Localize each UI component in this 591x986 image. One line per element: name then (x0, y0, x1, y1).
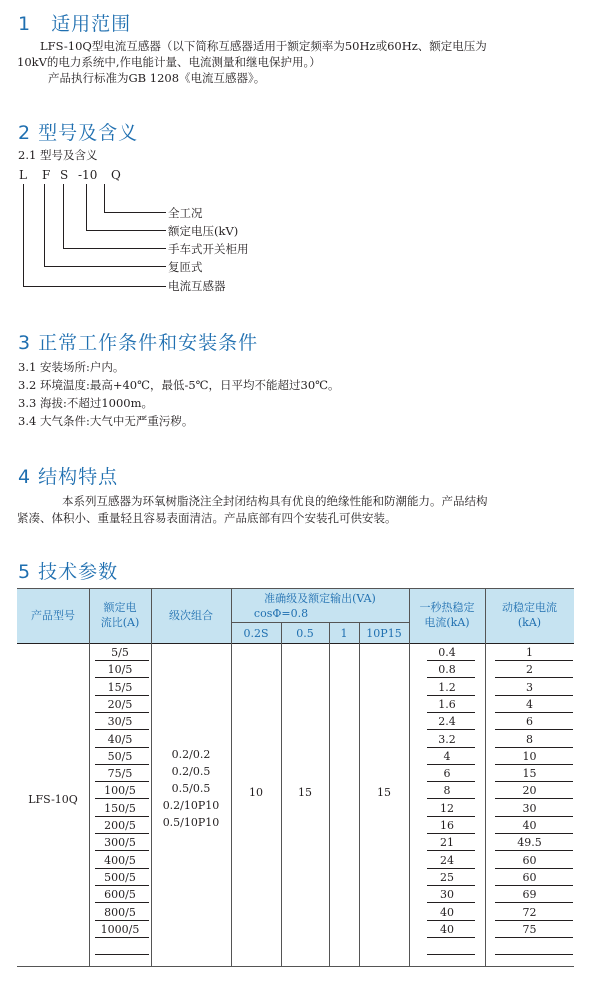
diagram-line (104, 212, 166, 213)
cell-dynamic: 60 (522, 870, 537, 884)
row-underline (427, 920, 475, 921)
diagram-line (86, 184, 87, 230)
row-underline (495, 695, 573, 696)
row-underline (427, 677, 475, 678)
row-underline (495, 920, 573, 921)
row-underline (427, 902, 475, 903)
cell-dynamic: 10 (522, 749, 537, 763)
cell-ratio: 50/5 (107, 749, 133, 763)
cell-ratio: 5/5 (111, 646, 129, 659)
row-underline (495, 885, 573, 886)
cell-dynamic: 69 (522, 888, 537, 902)
code-letter-q: Q (111, 168, 121, 182)
cell-thermal: 40 (440, 905, 454, 919)
row-underline (427, 712, 475, 713)
section-title-conditions: 3 正常工作条件和安装条件 (18, 332, 259, 354)
row-underline (427, 816, 475, 817)
cell-ratio: 100/5 (104, 784, 136, 798)
row-underline (95, 677, 149, 678)
cell-ratio: 10/5 (107, 663, 133, 677)
condition-item: 3.2 环境温度:最高+40℃，最低-5℃，日平均不能超过30℃。 (18, 378, 340, 392)
row-underline (495, 833, 573, 834)
structure-line-1: 本系列互感器为环氧树脂浇注全封闭结构具有优良的绝缘性能和防潮能力。产品结构 (62, 494, 488, 508)
row-underline (427, 695, 475, 696)
meaning-current-transformer: 电流互感器 (168, 279, 226, 293)
combo-item: 0.5/0.5 (171, 782, 211, 795)
cell-dynamic: 30 (522, 801, 537, 815)
cell-thermal: 1.2 (438, 680, 456, 694)
cell-dynamic: 20 (522, 784, 537, 798)
cell-ratio: 800/5 (104, 905, 136, 919)
cell-dynamic: 40 (522, 819, 537, 832)
row-underline (95, 850, 149, 851)
cell-dynamic: 2 (526, 663, 533, 677)
cell-ratio: 30/5 (107, 715, 133, 729)
cell-thermal: 2.4 (438, 715, 456, 729)
condition-item: 3.3 海拔:不超过1000m。 (18, 396, 153, 410)
header-acc-10p15: 10P15 (366, 627, 402, 640)
row-underline (495, 747, 573, 748)
row-underline (95, 885, 149, 886)
header-thermal-line1: 一秒热稳定 (419, 601, 475, 614)
row-underline (95, 954, 149, 955)
parameters-table (17, 588, 574, 967)
cell-ratio: 40/5 (107, 732, 133, 746)
cell-ratio: 600/5 (104, 888, 136, 902)
row-underline (495, 677, 573, 678)
model-subtitle: 2.1 型号及含义 (18, 148, 98, 162)
cell-ratio: 500/5 (104, 870, 136, 884)
cell-thermal: 24 (440, 853, 454, 867)
row-underline (427, 729, 475, 730)
row-underline (495, 781, 573, 782)
combo-item: 0.5/10P10 (162, 816, 220, 829)
cell-acc-10p15: 15 (377, 786, 391, 799)
diagram-line (86, 230, 166, 231)
cell-dynamic: 15 (522, 767, 537, 781)
cell-dynamic: 1 (526, 646, 533, 659)
row-underline (495, 798, 573, 799)
column-divider (409, 588, 410, 967)
diagram-line (23, 184, 24, 286)
cell-dynamic: 60 (522, 853, 537, 867)
cell-thermal: 30 (440, 888, 454, 902)
cell-ratio: 400/5 (104, 853, 136, 867)
meaning-full-condition: 全工况 (168, 206, 203, 220)
row-underline (95, 764, 149, 765)
scope-line-3: 产品执行标准为GB 1208《电流互感器》。 (48, 71, 266, 85)
column-divider (485, 588, 486, 967)
cell-model: LFS-10Q (28, 793, 78, 806)
column-divider (231, 588, 232, 967)
row-underline (95, 833, 149, 834)
row-underline (427, 833, 475, 834)
cell-thermal: 12 (440, 801, 454, 815)
header-combo: 级次组合 (169, 609, 213, 622)
section-title-structure: 4 结构特点 (18, 466, 119, 488)
row-underline (495, 660, 573, 661)
row-underline (427, 868, 475, 869)
cell-thermal: 0.8 (438, 663, 456, 677)
cell-dynamic: 6 (526, 715, 533, 729)
combo-item: 0.2/0.2 (171, 748, 211, 761)
cell-ratio: 200/5 (104, 819, 136, 832)
section-title-model: 2 型号及含义 (18, 122, 139, 144)
scope-line-2: 10kV的电力系统中,作电能计量、电流测量和继电保护用。） (17, 55, 321, 69)
cell-dynamic: 75 (522, 922, 537, 936)
cell-ratio: 15/5 (107, 680, 133, 694)
combo-item: 0.2/0.5 (171, 765, 211, 778)
cell-thermal: 4 (443, 749, 451, 763)
row-underline (495, 954, 573, 955)
cell-thermal: 25 (440, 870, 454, 884)
section-title-parameters: 5 技术参数 (18, 561, 119, 583)
row-underline (427, 798, 475, 799)
code-letter-s: S (60, 168, 69, 182)
cell-dynamic: 49.5 (517, 836, 542, 850)
header-ratio-line2: 流比(A) (100, 616, 140, 629)
row-underline (427, 954, 475, 955)
table-bottom-border (17, 966, 574, 967)
row-underline (95, 695, 149, 696)
cell-thermal: 6 (443, 767, 451, 781)
column-divider (329, 622, 330, 967)
cell-thermal: 40 (440, 922, 454, 936)
row-underline (495, 729, 573, 730)
row-underline (495, 937, 573, 938)
diagram-line (63, 248, 166, 249)
cell-thermal: 0.4 (438, 646, 456, 659)
row-underline (427, 885, 475, 886)
row-underline (495, 850, 573, 851)
cell-ratio: 300/5 (104, 836, 136, 850)
cell-thermal: 1.6 (438, 697, 456, 711)
combo-item: 0.2/10P10 (162, 799, 220, 812)
header-acc-0-2s: 0.2S (243, 627, 269, 640)
header-acc-1: 1 (340, 627, 348, 640)
diagram-line (104, 184, 105, 212)
row-underline (427, 764, 475, 765)
row-underline (427, 747, 475, 748)
condition-item: 3.1 安装场所:户内。 (18, 360, 125, 374)
diagram-line (23, 286, 166, 287)
row-underline (95, 660, 149, 661)
header-dynamic-line1: 动稳定电流 (502, 601, 557, 614)
scope-line-1: LFS-10Q型电流互感器（以下简称互感器适用于额定频率为50Hz或60Hz、额定电压为 (40, 39, 487, 53)
condition-item: 3.4 大气条件:大气中无严重污秽。 (18, 414, 194, 428)
section-title-scope: 1 适用范围 (18, 13, 132, 35)
cell-dynamic: 72 (522, 905, 537, 919)
cell-thermal: 21 (440, 836, 454, 850)
cell-thermal: 16 (440, 819, 454, 832)
diagram-line (44, 184, 45, 266)
row-underline (95, 868, 149, 869)
cell-thermal: 3.2 (438, 732, 456, 746)
row-underline (95, 712, 149, 713)
cell-acc-0-5: 15 (298, 786, 312, 799)
row-underline (95, 902, 149, 903)
diagram-line (44, 266, 166, 267)
row-underline (495, 764, 573, 765)
row-underline (495, 868, 573, 869)
cell-dynamic: 4 (526, 697, 533, 711)
structure-line-2: 紧凑、体积小、重量轻且容易表面清洁。产品底部有四个安装孔可供安装。 (17, 511, 397, 525)
diagram-line (63, 184, 64, 248)
header-bottom-border (17, 643, 574, 644)
row-underline (427, 660, 475, 661)
header-accuracy-line1: 准确级及额定输出(VA) (264, 592, 376, 605)
header-dynamic-line2: (kA) (517, 616, 542, 629)
row-underline (95, 816, 149, 817)
cell-combos (151, 746, 231, 831)
row-underline (95, 781, 149, 782)
table-top-border (17, 588, 574, 589)
row-underline (95, 747, 149, 748)
meaning-rated-voltage: 额定电压(kV) (168, 224, 239, 238)
row-underline (95, 937, 149, 938)
row-underline (495, 816, 573, 817)
header-thermal-line2: 电流(kA) (424, 616, 470, 629)
header-acc-0-5: 0.5 (296, 627, 314, 640)
cell-ratio: 75/5 (107, 767, 133, 781)
row-underline (427, 781, 475, 782)
cell-ratio: 20/5 (107, 697, 133, 711)
row-underline (95, 729, 149, 730)
header-ratio-line1: 额定电 (103, 601, 137, 614)
cell-dynamic: 8 (526, 732, 533, 746)
row-underline (427, 937, 475, 938)
meaning-handcart-switchgear: 手车式开关柜用 (168, 242, 249, 256)
header-subdivider (231, 622, 409, 623)
row-underline (495, 712, 573, 713)
cell-ratio: 1000/5 (100, 922, 140, 936)
cell-acc-0-2s: 10 (249, 786, 263, 799)
row-underline (427, 850, 475, 851)
meaning-multi-turn: 复匝式 (168, 260, 203, 274)
header-model: 产品型号 (31, 609, 75, 622)
row-underline (495, 902, 573, 903)
cell-ratio: 150/5 (104, 801, 136, 815)
cell-dynamic: 3 (526, 680, 533, 694)
cell-thermal: 8 (443, 784, 451, 798)
column-divider (89, 588, 90, 967)
header-accuracy-line2: cosΦ=0.8 (253, 607, 309, 620)
code-voltage: -10 (78, 168, 98, 182)
row-underline (95, 920, 149, 921)
code-letter-l: L (19, 168, 27, 182)
code-letter-f: F (42, 168, 51, 182)
row-underline (95, 798, 149, 799)
